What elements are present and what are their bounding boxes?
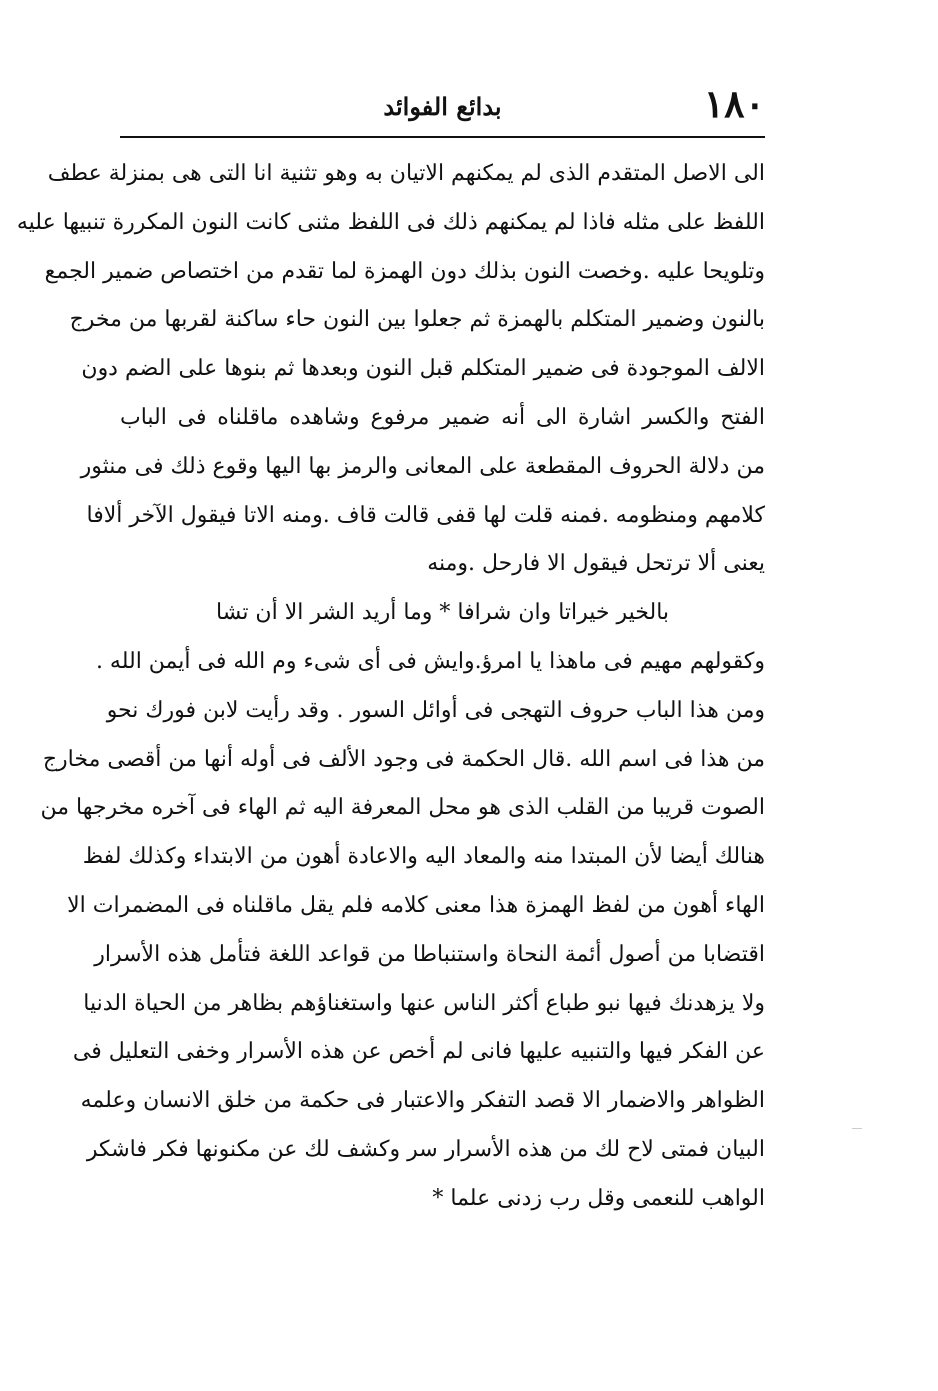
text-line: اللفظ على مثله فاذا لم يمكنهم ذلك فى اللفظ مثنى كانت النون المكررة تنبيها عليه	[16, 209, 765, 235]
text-line: البيان فمتى لاح لك من هذه الأسرار سر وكشف لك عن مكنونها فكر فاشكر	[86, 1136, 765, 1162]
text-line: الفتح والكسر اشارة الى أنه ضمير مرفوع وشاهده ماقلناه فى الباب	[120, 404, 765, 430]
text-line: هنالك أيضا لأن المبتدا منه والمعاد اليه والاعادة أهون من الابتداء وكذلك لفظ	[82, 844, 765, 870]
margin-mark	[852, 1128, 862, 1129]
page-header	[120, 78, 765, 138]
text-line: الى الاصل المتقدم الذى لم يمكنهم الاتيان به وهو تثنية انا التى هى بمنزلة عطف	[47, 161, 765, 186]
text-line: الهاء أهون من لفظ الهمزة هذا معنى كلامه فلم يقل ماقلناه فى المضمرات الا	[67, 892, 765, 918]
text-line: بالنون وضمير المتكلم بالهمزة ثم جعلوا بين النون حاء ساكنة لقربها من مخرج	[69, 307, 765, 333]
text-line: الواهب للنعمى وقل رب زدنى علما *	[432, 1185, 765, 1211]
text-line: من هذا فى اسم الله .قال الحكمة فى وجود الألف فى أوله أنها من أقصى مخارج	[42, 746, 765, 772]
text-line: عن الفكر فيها والتنبيه عليها فانى لم أخص عن هذه الأسرار وخفى التعليل فى	[72, 1039, 765, 1065]
running-title: بدائع الفوائد	[383, 92, 502, 121]
text-line: الصوت قريبا من القلب الذى هو محل المعرفة اليه ثم الهاء فى آخره مخرجها من	[40, 795, 765, 821]
text-line: الالف الموجودة فى ضمير المتكلم قبل النون وبعدها ثم بنوها على الضم دون	[81, 356, 765, 382]
page-number: ١٨٠	[703, 81, 765, 126]
text-line: الظواهر والاضمار الا قصد التفكر والاعتبار فى حكمة من خلق الانسان وعلمه	[80, 1088, 765, 1114]
verse-line: بالخير خيراتا وان شرافا * وما أريد الشر الا أن تشا	[215, 600, 670, 626]
text-line: من دلالة الحروف المقطعة على المعانى والرمز بها اليها وقوع ذلك فى منثور	[80, 453, 765, 479]
text-line: ومن هذا الباب حروف التهجى فى أوائل السور . وقد رأيت لابن فورك نحو	[106, 697, 765, 723]
text-line: يعنى ألا ترتحل فيقول الا فارحل .ومنه	[427, 551, 765, 577]
text-line: وتلويحا عليه .وخصت النون بذلك دون الهمزة لما تقدم من اختصاص ضمير الجمع	[44, 258, 765, 284]
text-line: وكقولهم مهيم فى ماهذا يا امرؤ.وايش فى أى شىء وم الله فى أيمن الله .	[95, 648, 765, 674]
header-rule	[120, 136, 765, 138]
text-line: ولا يزهدنك فيها نبو طباع أكثر الناس عنها واستغناؤهم بظاهر من الحياة الدنيا	[83, 990, 765, 1016]
body-text	[16, 150, 765, 1224]
text-line: اقتضابا من أصول أئمة النحاة واستنباطا من قواعد اللغة فتأمل هذه الأسرار	[94, 941, 765, 967]
text-line: كلامهم ومنظومه .فمنه قلت لها قفى قالت قاف .ومنه الاتا فيقول الآخر ألافا	[86, 502, 765, 528]
